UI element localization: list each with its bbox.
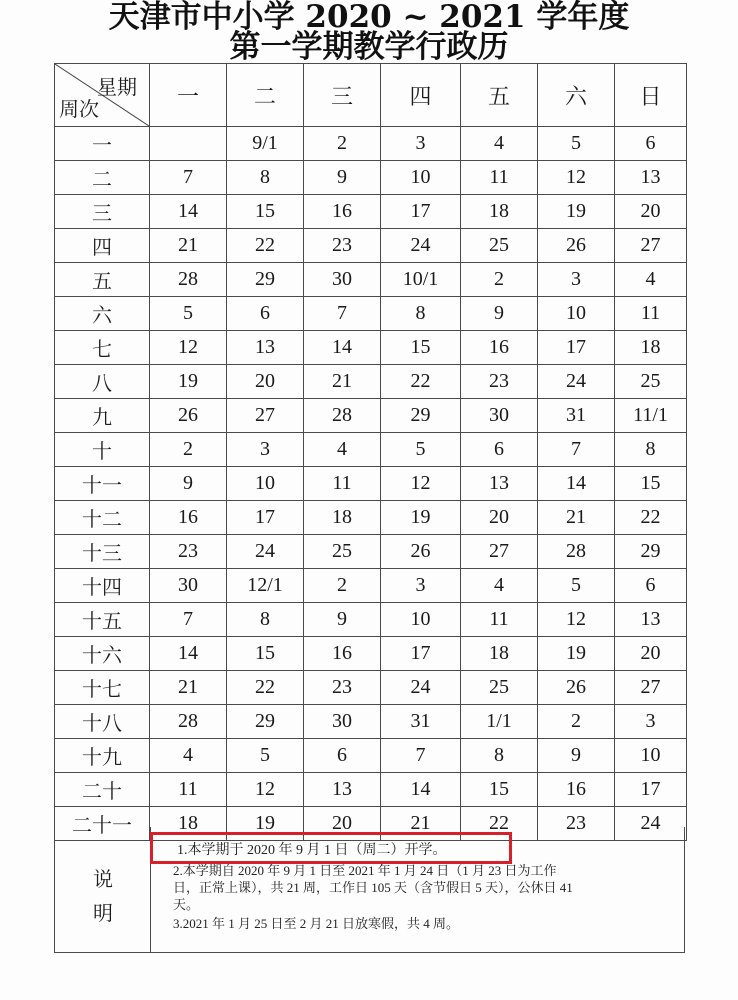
notes-label-cell (55, 827, 151, 952)
date-cell: 13 (227, 331, 304, 365)
date-cell: 26 (538, 229, 615, 263)
week-row (55, 671, 687, 705)
day-header-thu: 四 (381, 64, 461, 127)
day-header-wed: 三 (304, 64, 381, 127)
date-cell: 22 (381, 365, 461, 399)
date-cell: 7 (150, 603, 227, 637)
date-cell: 27 (615, 671, 687, 705)
week-row (55, 297, 687, 331)
date-cell: 17 (381, 637, 461, 671)
week-number-cell: 十六 (55, 637, 150, 671)
date-cell: 18 (304, 501, 381, 535)
date-cell: 21 (150, 229, 227, 263)
date-cell: 16 (461, 331, 538, 365)
date-cell: 3 (381, 569, 461, 603)
date-cell: 11 (461, 161, 538, 195)
date-cell: 24 (381, 229, 461, 263)
date-cell: 27 (227, 399, 304, 433)
date-cell: 21 (304, 365, 381, 399)
date-cell: 31 (538, 399, 615, 433)
date-cell: 16 (538, 773, 615, 807)
date-cell: 9 (304, 161, 381, 195)
week-number-cell: 十一 (55, 467, 150, 501)
date-cell: 10 (227, 467, 304, 501)
date-cell: 23 (461, 365, 538, 399)
date-cell (150, 127, 227, 161)
date-cell: 25 (461, 229, 538, 263)
date-cell: 29 (381, 399, 461, 433)
date-cell: 10 (381, 603, 461, 637)
date-cell: 8 (461, 739, 538, 773)
week-row (55, 739, 687, 773)
date-cell: 23 (538, 807, 615, 841)
date-cell: 30 (304, 263, 381, 297)
week-number-cell: 十三 (55, 535, 150, 569)
date-cell: 20 (461, 501, 538, 535)
date-cell: 17 (538, 331, 615, 365)
date-cell: 28 (304, 399, 381, 433)
week-row (55, 603, 687, 637)
date-cell: 21 (381, 807, 461, 841)
date-cell: 19 (150, 365, 227, 399)
date-cell: 6 (461, 433, 538, 467)
week-number-cell: 二十 (55, 773, 150, 807)
date-cell: 26 (150, 399, 227, 433)
note-2-line-3: 天。 (173, 897, 200, 912)
header-row (55, 64, 687, 127)
page-title: 天津市中小学 2020 ~ 2021 学年度 (108, 0, 630, 35)
week-number-cell: 七 (55, 331, 150, 365)
date-cell: 27 (615, 229, 687, 263)
date-cell: 13 (461, 467, 538, 501)
date-cell: 24 (381, 671, 461, 705)
date-cell: 24 (615, 807, 687, 841)
date-cell: 8 (227, 603, 304, 637)
date-cell: 20 (304, 807, 381, 841)
date-cell: 25 (461, 671, 538, 705)
week-row (55, 161, 687, 195)
date-cell: 20 (227, 365, 304, 399)
date-cell: 29 (227, 705, 304, 739)
week-number-cell: 十九 (55, 739, 150, 773)
week-row (55, 501, 687, 535)
date-cell: 13 (304, 773, 381, 807)
date-cell: 21 (538, 501, 615, 535)
date-cell: 11 (304, 467, 381, 501)
date-cell: 18 (615, 331, 687, 365)
date-cell: 10 (381, 161, 461, 195)
date-cell: 23 (150, 535, 227, 569)
week-row (55, 263, 687, 297)
date-cell: 6 (615, 569, 687, 603)
date-cell: 20 (615, 637, 687, 671)
date-cell: 9/1 (227, 127, 304, 161)
date-cell: 22 (615, 501, 687, 535)
date-cell: 19 (538, 195, 615, 229)
day-header-sat: 六 (538, 64, 615, 127)
week-axis-label: 周次 (59, 99, 99, 121)
date-cell: 5 (227, 739, 304, 773)
date-cell: 7 (304, 297, 381, 331)
week-number-cell: 十二 (55, 501, 150, 535)
date-cell: 15 (615, 467, 687, 501)
date-cell: 24 (227, 535, 304, 569)
date-cell: 14 (150, 195, 227, 229)
date-cell: 2 (304, 127, 381, 161)
week-number-cell: 一 (55, 127, 150, 161)
notes-label-char: 说 (93, 869, 113, 891)
date-cell: 17 (615, 773, 687, 807)
date-cell: 12 (227, 773, 304, 807)
week-row (55, 535, 687, 569)
date-cell: 4 (461, 569, 538, 603)
date-cell: 14 (381, 773, 461, 807)
date-cell: 5 (538, 569, 615, 603)
week-row (55, 229, 687, 263)
date-cell: 15 (227, 637, 304, 671)
date-cell: 10 (538, 297, 615, 331)
date-cell: 25 (304, 535, 381, 569)
note-3: 3.2021 年 1 月 25 日至 2 月 21 日放寒假，共 4 周。 (173, 916, 460, 931)
date-cell: 30 (461, 399, 538, 433)
note-2-line-2: 日，正常上课），共 21 周，工作日 105 天（含节假日 5 天），公休日 41 (173, 880, 573, 895)
date-cell: 6 (227, 297, 304, 331)
date-cell: 17 (381, 195, 461, 229)
date-cell: 18 (150, 807, 227, 841)
date-cell: 19 (381, 501, 461, 535)
week-number-cell: 十四 (55, 569, 150, 603)
week-number-cell: 十 (55, 433, 150, 467)
week-row (55, 569, 687, 603)
date-cell: 12 (538, 161, 615, 195)
week-row (55, 399, 687, 433)
date-cell: 23 (304, 229, 381, 263)
date-cell: 7 (150, 161, 227, 195)
corner-header-cell (55, 64, 150, 127)
date-cell: 5 (538, 127, 615, 161)
date-cell: 10 (615, 739, 687, 773)
date-cell: 8 (227, 161, 304, 195)
date-cell: 5 (150, 297, 227, 331)
date-cell: 9 (538, 739, 615, 773)
week-row (55, 365, 687, 399)
date-cell: 17 (227, 501, 304, 535)
date-cell: 12/1 (227, 569, 304, 603)
date-cell: 10/1 (381, 263, 461, 297)
week-number-cell: 十七 (55, 671, 150, 705)
date-cell: 3 (381, 127, 461, 161)
date-cell: 22 (227, 671, 304, 705)
date-cell: 11 (615, 297, 687, 331)
date-cell: 15 (381, 331, 461, 365)
date-cell: 3 (227, 433, 304, 467)
date-cell: 9 (304, 603, 381, 637)
date-cell: 30 (304, 705, 381, 739)
date-cell: 11 (461, 603, 538, 637)
date-cell: 16 (304, 195, 381, 229)
date-cell: 22 (227, 229, 304, 263)
date-cell: 12 (150, 331, 227, 365)
date-cell: 2 (150, 433, 227, 467)
date-cell: 26 (538, 671, 615, 705)
week-number-cell: 六 (55, 297, 150, 331)
week-number-cell: 四 (55, 229, 150, 263)
date-cell: 4 (615, 263, 687, 297)
date-cell: 27 (461, 535, 538, 569)
day-header-fri: 五 (461, 64, 538, 127)
date-cell: 12 (381, 467, 461, 501)
date-cell: 8 (381, 297, 461, 331)
week-row (55, 331, 687, 365)
date-cell: 14 (304, 331, 381, 365)
date-cell: 1/1 (461, 705, 538, 739)
date-cell: 9 (461, 297, 538, 331)
date-cell: 16 (304, 637, 381, 671)
note-2-line-1: 2.本学期自 2020 年 9 月 1 日至 2021 年 1 月 24 日（1 月 23 日为工作 (173, 863, 557, 878)
date-cell: 15 (461, 773, 538, 807)
date-cell: 7 (381, 739, 461, 773)
week-row (55, 705, 687, 739)
date-cell: 30 (150, 569, 227, 603)
week-row (55, 637, 687, 671)
date-cell: 26 (381, 535, 461, 569)
week-row (55, 773, 687, 807)
date-cell: 13 (615, 603, 687, 637)
date-cell: 19 (538, 637, 615, 671)
highlight-box (150, 832, 512, 864)
date-cell: 19 (227, 807, 304, 841)
date-cell: 5 (381, 433, 461, 467)
week-number-cell: 九 (55, 399, 150, 433)
week-number-cell: 十五 (55, 603, 150, 637)
weekday-axis-label: 星期 (97, 77, 137, 99)
page-subtitle: 第一学期教学行政历 (229, 29, 509, 65)
note-1: 1.本学期于 2020 年 9 月 1 日（周二）开学。 (177, 843, 447, 858)
date-cell: 11/1 (615, 399, 687, 433)
date-cell: 21 (150, 671, 227, 705)
date-cell: 4 (304, 433, 381, 467)
date-cell: 14 (538, 467, 615, 501)
week-row (55, 433, 687, 467)
date-cell: 18 (461, 195, 538, 229)
date-cell: 12 (538, 603, 615, 637)
day-header-tue: 二 (227, 64, 304, 127)
date-cell: 6 (304, 739, 381, 773)
date-cell: 3 (538, 263, 615, 297)
date-cell: 14 (150, 637, 227, 671)
date-cell: 2 (461, 263, 538, 297)
date-cell: 28 (538, 535, 615, 569)
week-row (55, 127, 687, 161)
week-number-cell: 五 (55, 263, 150, 297)
date-cell: 2 (304, 569, 381, 603)
date-cell: 9 (150, 467, 227, 501)
date-cell: 6 (615, 127, 687, 161)
date-cell: 8 (615, 433, 687, 467)
date-cell: 24 (538, 365, 615, 399)
week-number-cell: 二十一 (55, 807, 150, 841)
day-header-sun: 日 (615, 64, 687, 127)
calendar-table (54, 63, 687, 841)
date-cell: 4 (461, 127, 538, 161)
date-cell: 4 (150, 739, 227, 773)
day-header-mon: 一 (150, 64, 227, 127)
date-cell: 29 (227, 263, 304, 297)
week-row (55, 195, 687, 229)
week-number-cell: 十八 (55, 705, 150, 739)
week-number-cell: 二 (55, 161, 150, 195)
date-cell: 20 (615, 195, 687, 229)
date-cell: 3 (615, 705, 687, 739)
date-cell: 13 (615, 161, 687, 195)
week-number-cell: 八 (55, 365, 150, 399)
date-cell: 15 (227, 195, 304, 229)
date-cell: 29 (615, 535, 687, 569)
date-cell: 2 (538, 705, 615, 739)
date-cell: 23 (304, 671, 381, 705)
date-cell: 22 (461, 807, 538, 841)
date-cell: 28 (150, 263, 227, 297)
date-cell: 25 (615, 365, 687, 399)
date-cell: 31 (381, 705, 461, 739)
date-cell: 11 (150, 773, 227, 807)
date-cell: 18 (461, 637, 538, 671)
date-cell: 28 (150, 705, 227, 739)
notes-label-char: 明 (93, 903, 113, 925)
week-row (55, 467, 687, 501)
date-cell: 7 (538, 433, 615, 467)
date-cell: 16 (150, 501, 227, 535)
week-number-cell: 三 (55, 195, 150, 229)
